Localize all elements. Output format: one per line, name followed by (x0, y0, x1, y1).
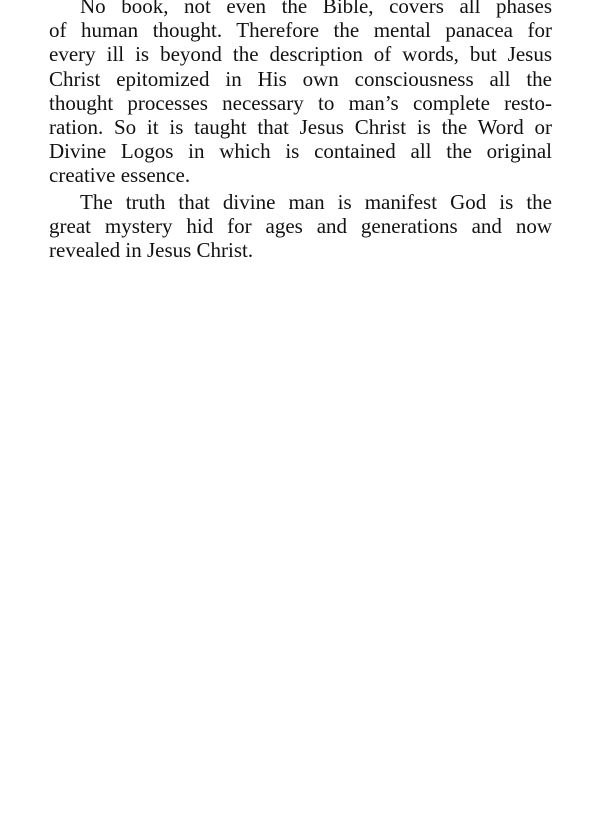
text-line: Christ epitomized in His own consciousness all the (49, 66, 552, 91)
text-line: great mystery hid for ages and generations and now (49, 213, 552, 238)
paragraph-2 (49, 190, 552, 263)
paragraph-1 (49, 0, 552, 188)
text-line: creative essence. (49, 163, 191, 188)
text-line: Divine Logos in which is contained all the original (49, 139, 552, 164)
text-line: The truth that divine man is manifest God is the (80, 189, 552, 214)
text-line: thought processes necessary to man’s complete resto- (49, 90, 552, 115)
text-line: revealed in Jesus Christ. (49, 238, 254, 263)
text-line: of human thought. Therefore the mental panacea for (49, 18, 552, 43)
text-line: ration. So it is taught that Jesus Christ is the Word or (49, 115, 552, 140)
text-line: every ill is beyond the description of words, but Jesus (49, 42, 552, 67)
text-line: No book, not even the Bible, covers all phases (80, 0, 552, 18)
body-text (49, 0, 552, 262)
